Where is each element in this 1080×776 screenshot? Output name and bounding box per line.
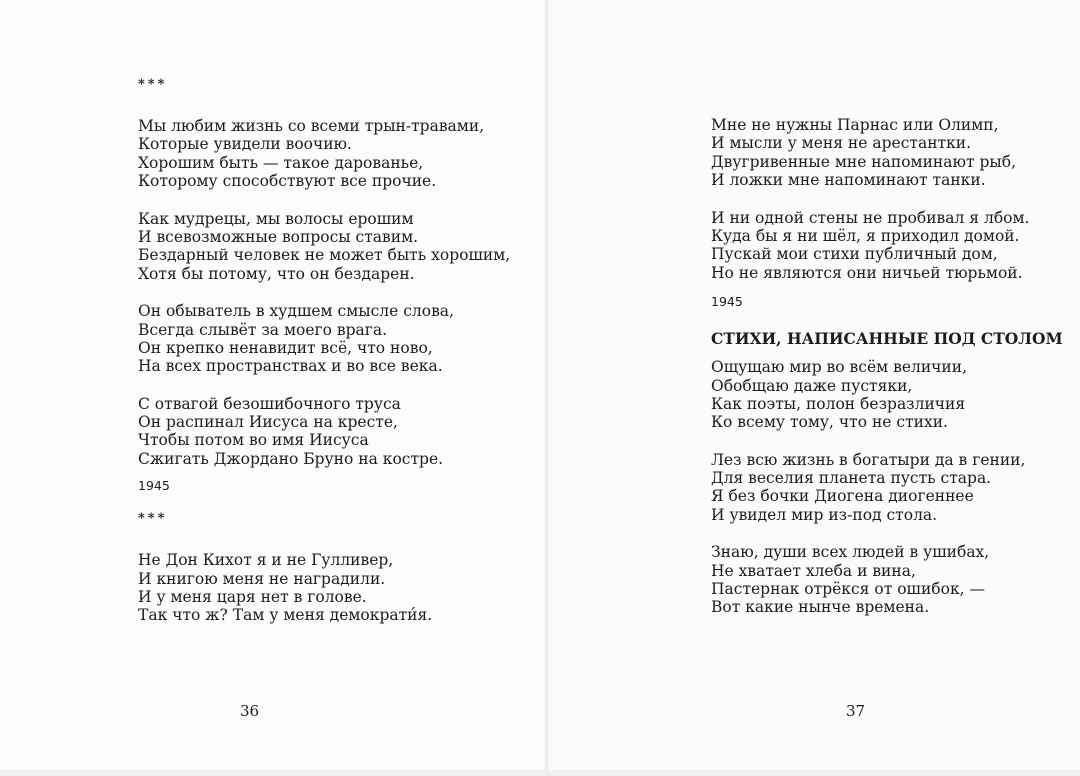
page-number: 37	[846, 702, 866, 720]
verse-line: Всегда слывёт за моего врага.	[138, 320, 388, 339]
verse-line: Двугривенные мне напоминают рыб,	[711, 152, 1017, 171]
verse-line: И всевозможные вопросы ставим.	[138, 227, 419, 246]
verse-line: Он крепко ненавидит всё, что ново,	[138, 338, 433, 357]
page-number: 36	[240, 702, 260, 720]
verse-line: Знаю, души всех людей в ушибах,	[711, 543, 990, 562]
verse-line: Пускай мои стихи публичный дом,	[711, 245, 998, 264]
verse-line: Ко всему тому, что не стихи.	[711, 413, 948, 432]
verse-line: Сжигать Джордано Бруно на костре.	[138, 449, 444, 468]
verse-line: С отвагой безошибочного труса	[138, 394, 401, 413]
verse-line: Так что ж? Там у меня демократи́я.	[138, 606, 433, 625]
poem-year: 1945	[138, 478, 170, 494]
section-stars: ***	[138, 77, 168, 92]
right-text-column	[711, 116, 1063, 617]
poem-year: 1945	[711, 294, 743, 310]
verse-line: Мы любим жизнь со всеми трын-травами,	[138, 117, 485, 135]
verse-line: И ложки мне напоминают танки.	[711, 171, 986, 190]
stanza	[138, 551, 510, 625]
stanza	[711, 543, 1063, 617]
verse-line: Мне не нужны Парнас или Олимп,	[711, 116, 999, 134]
verse-line: Куда бы я ни шёл, я приходил домой.	[711, 226, 1020, 245]
verse-line: Как мудрецы, мы волосы ерошим	[138, 209, 414, 228]
stanza	[138, 117, 510, 191]
verse-line: Бездарный человек не может быть хорошим,	[138, 246, 511, 265]
verse-line: Лез всю жизнь в богатыри да в гении,	[711, 450, 1026, 469]
verse-line: Для веселия планета пусть стара.	[711, 469, 992, 488]
left-text-column	[138, 76, 510, 625]
page-bottom-edge	[0, 770, 1080, 776]
section-stars: ***	[138, 511, 168, 527]
stanza	[138, 395, 510, 469]
verse-line: На всех пространствах и во все века.	[138, 357, 443, 376]
right-page	[549, 0, 1080, 776]
verse-line: Он распинал Иисуса на кресте,	[138, 413, 398, 432]
stanza	[138, 210, 510, 284]
stanza	[711, 358, 1063, 432]
verse-line: И у меня царя нет в голове.	[138, 588, 367, 607]
stanza	[711, 451, 1063, 525]
poem-title: СТИХИ, НАПИСАННЫЕ ПОД СТОЛОМ	[711, 329, 1063, 349]
verse-line: Хорошим быть — такое дарованье,	[138, 153, 424, 172]
verse-line: Хотя бы потому, что он бездарен.	[138, 264, 415, 283]
verse-line: И мысли у меня не арестантки.	[711, 134, 972, 153]
verse-line: Которому способствуют все прочие.	[138, 172, 437, 191]
verse-line: Пастернак отрёкся от ошибок, —	[711, 580, 985, 599]
verse-line: Он обыватель в худшем смысле слова,	[138, 302, 454, 321]
verse-line: Вот какие нынче времена.	[711, 598, 930, 617]
stanza	[711, 209, 1063, 283]
stanza	[711, 116, 1063, 190]
verse-line: И увидел мир из-под стола.	[711, 505, 938, 524]
verse-line: Которые увидели воочию.	[138, 135, 352, 154]
stanza	[138, 302, 510, 376]
verse-line: Не Дон Кихот я и не Гулливер,	[138, 551, 394, 570]
verse-line: Обобщаю даже пустяки,	[711, 376, 913, 395]
verse-line: Чтобы потом во имя Иисуса	[138, 431, 369, 450]
verse-line: Но не являются они ничьей тюрьмой.	[711, 263, 1023, 282]
verse-line: Я без бочки Диогена диогеннее	[711, 487, 974, 506]
verse-line: Не хватает хлеба и вина,	[711, 561, 916, 580]
verse-line: Ощущаю мир во всём величии,	[711, 358, 968, 377]
verse-line: И книгою меня не наградили.	[138, 569, 386, 588]
verse-line: Как поэты, полон безразличия	[711, 394, 966, 413]
verse-line: И ни одной стены не пробивал я лбом.	[711, 208, 1030, 227]
